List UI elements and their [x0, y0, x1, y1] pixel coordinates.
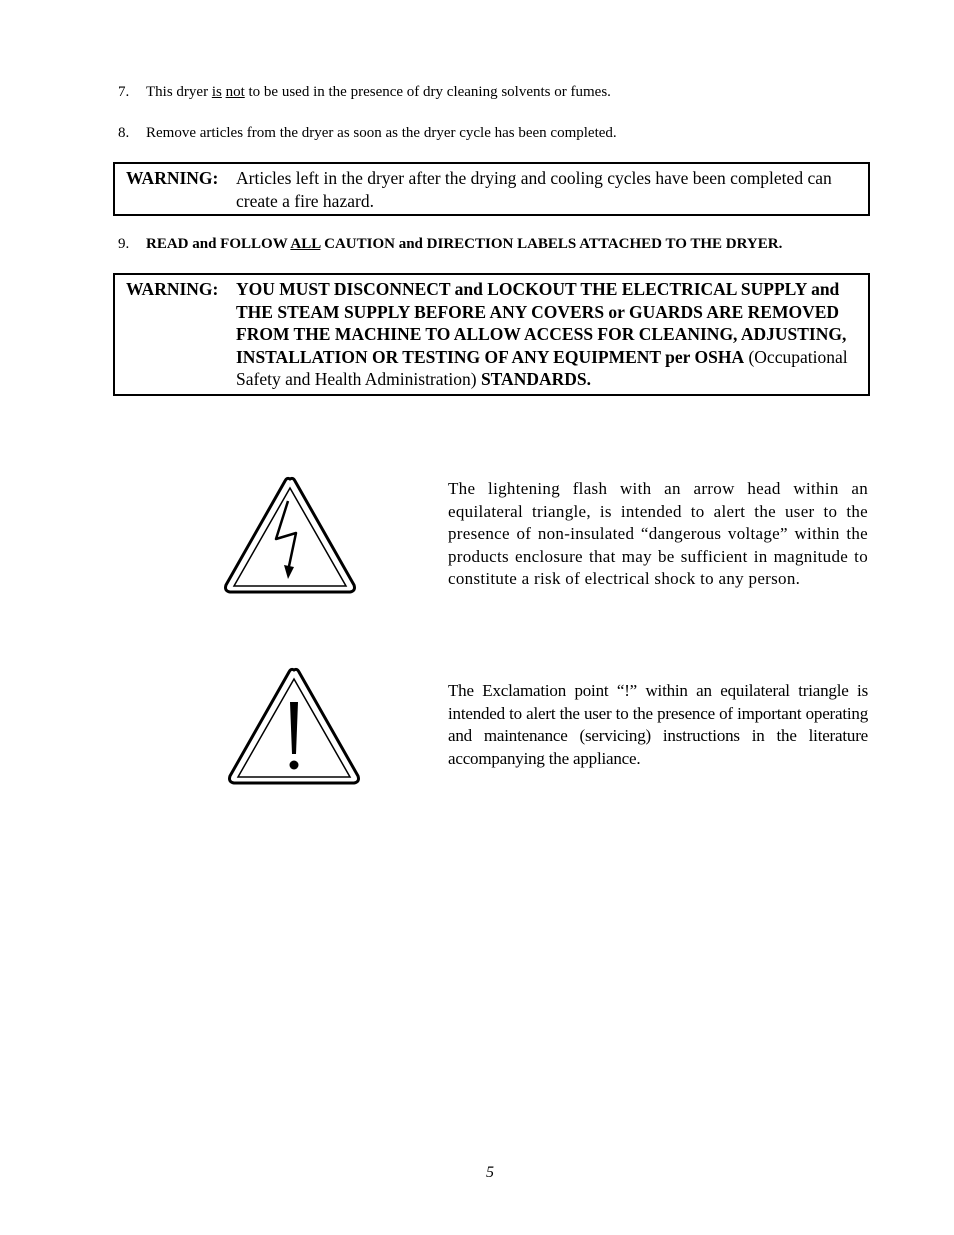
item-text-underlined-is: is	[211, 84, 222, 100]
item-text-post: to be used in the presence of dry cleaning solvents or fumes.	[244, 84, 611, 100]
exclamation-symbol-description: The Exclamation point “!” within an equilateral triangle is intended to alert the user to the presence of important operating and maintenance (servicing) instructions in the literature accompanying the appliance.	[448, 681, 868, 768]
warning-bold-end: STANDARDS.	[480, 369, 591, 389]
warning-text	[236, 278, 860, 391]
item-number: 9.	[118, 236, 130, 252]
item-9	[118, 235, 878, 253]
warning-text: Articles left in the dryer after the drying and cooling cycles have been completed can create a fire hazard.	[236, 168, 832, 211]
warning-label: WARNING:	[126, 279, 219, 299]
lightning-warning-icon	[222, 475, 358, 599]
item-number: 8.	[118, 125, 130, 141]
item-text-pre: This dryer	[146, 84, 212, 100]
warning-box-fire-hazard	[113, 162, 870, 216]
page-number: 5	[486, 1164, 494, 1181]
warning-label: WARNING:	[126, 168, 219, 188]
warning-bold-text: YOU MUST DISCONNECT and LOCKOUT THE ELECTRICAL SUPPLY and THE STEAM SUPPLY BEFORE ANY COVERS or GUARDS ARE REMOVED FROM THE MACHINE TO ALLOW ACCESS FOR CLEANING, ADJUSTING, INSTALLATION OR TESTING OF ANY EQUIPMENT per OSHA	[236, 279, 847, 367]
exclamation-warning-icon	[226, 666, 362, 790]
item-text-post: CAUTION and DIRECTION LABELS ATTACHED TO THE DRYER.	[320, 236, 783, 252]
item-text-underlined-all: ALL	[290, 236, 321, 252]
warning-normal-text: (Occupational Safety and Health Administration)	[236, 346, 848, 389]
item-8	[118, 124, 878, 142]
item-7	[118, 83, 878, 101]
item-text-pre: READ and FOLLOW	[146, 236, 291, 252]
item-text-underlined-not: not	[225, 84, 245, 100]
warning-box-lockout	[113, 273, 870, 396]
item-number: 7.	[118, 84, 130, 100]
item-text: Remove articles from the dryer as soon as the dryer cycle has been completed.	[146, 125, 617, 141]
lightning-symbol-description: The lightening flash with an arrow head within an equilateral triangle, is intended to alert the user to the presence of non-insulated “dangerous voltage” within the products enclosure that may be sufficient in magnitude to constitute a risk of electrical shock to any person.	[448, 479, 868, 588]
